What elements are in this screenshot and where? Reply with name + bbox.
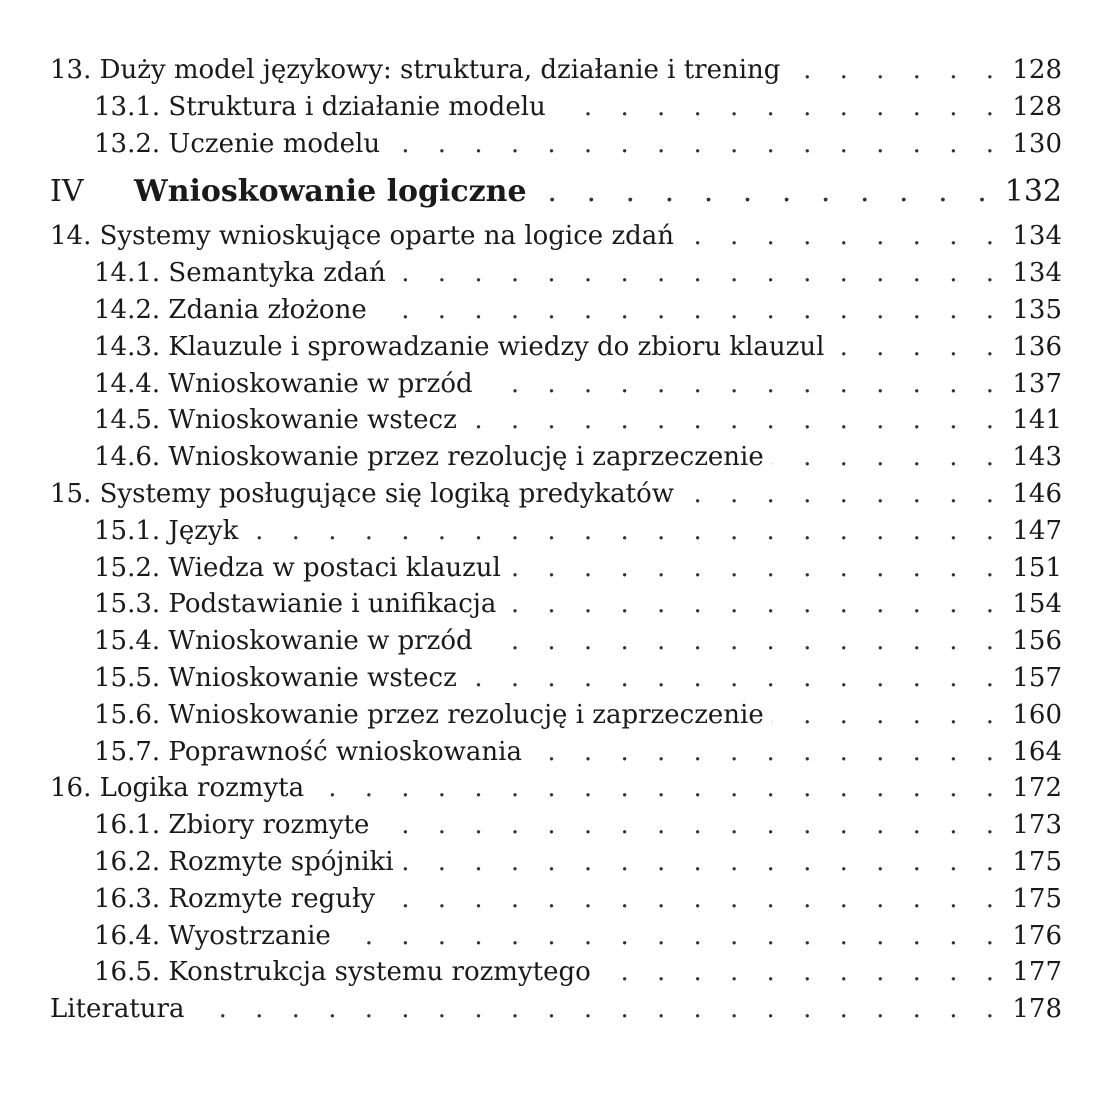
toc-entry-section-16-4[interactable] xyxy=(50,918,1062,955)
toc-part-title: Wnioskowanie logiczne xyxy=(134,174,527,210)
toc-entry-title: 15.5. Wnioskowanie wstecz xyxy=(94,662,457,693)
dot-leader xyxy=(339,918,1004,955)
toc-entry-page: 176 xyxy=(1012,920,1062,951)
toc-entry-section-16-2[interactable] xyxy=(50,844,1062,881)
toc-entry-title: 14.5. Wnioskowanie wstecz xyxy=(94,405,457,436)
toc-entry-title: 14.3. Klauzule i sprowadzanie wiedzy do zbioru klauzul xyxy=(94,331,825,362)
dot-leader xyxy=(465,660,1004,697)
toc-entry-page: 128 xyxy=(1012,55,1062,85)
toc-entry-section-14-5[interactable] xyxy=(50,402,1062,439)
dot-leader xyxy=(375,292,1004,329)
dot-leader xyxy=(312,770,1004,807)
dot-leader xyxy=(554,89,1004,126)
toc-entry-title: 16.4. Wyostrzanie xyxy=(94,920,331,951)
toc-entry-section-16-3[interactable] xyxy=(50,881,1062,918)
dot-leader xyxy=(402,844,1004,881)
toc-entry-page: 135 xyxy=(1012,294,1062,325)
toc-entry-title: 14.2. Zdania złożone xyxy=(94,294,367,325)
toc-part-number: IV xyxy=(50,174,84,210)
dot-leader xyxy=(509,550,1004,587)
toc-entry-title: 13. Duży model językowy: struktura, działanie i trening xyxy=(50,55,781,85)
toc-entry-page: 154 xyxy=(1012,589,1062,620)
toc-entry-title: 15.3. Podstawianie i unifikacja xyxy=(94,589,497,620)
toc-entry-page: 172 xyxy=(1012,773,1062,804)
toc-entry-page: 134 xyxy=(1012,221,1062,252)
toc-entry-chapter-16[interactable] xyxy=(50,770,1062,807)
toc-entry-page: 143 xyxy=(1012,442,1062,473)
toc-entry-title: 16.2. Rozmyte spójniki xyxy=(94,846,394,877)
toc-entry-page: 146 xyxy=(1012,478,1062,509)
toc-entry-chapter-14[interactable] xyxy=(50,218,1062,255)
toc-entry-section-15-3[interactable] xyxy=(50,586,1062,623)
toc-entry-section-15-2[interactable] xyxy=(50,550,1062,587)
toc-entry-title: 14.1. Semantyka zdań xyxy=(94,258,386,289)
toc-entry-title: 16.3. Rozmyte reguły xyxy=(94,883,376,914)
toc-entry-section-15-7[interactable] xyxy=(50,734,1062,771)
dot-leader xyxy=(388,126,1004,163)
toc-entry-page: 128 xyxy=(1012,91,1062,122)
dot-leader xyxy=(682,476,1004,513)
dot-leader xyxy=(246,513,1004,550)
dot-leader xyxy=(377,807,1004,844)
toc-entry-title: 13.1. Struktura i działanie modelu xyxy=(94,91,546,122)
toc-part-heading xyxy=(50,166,527,218)
dot-leader xyxy=(383,881,1004,918)
toc-entry-section-14-1[interactable] xyxy=(50,255,1062,292)
toc-entry-page: 151 xyxy=(1012,552,1062,583)
toc-entry-section-13-2[interactable] xyxy=(50,126,1062,163)
toc-entry-literatura[interactable] xyxy=(50,991,1062,1028)
toc-entry-title: 16.1. Zbiory rozmyte xyxy=(94,810,370,841)
toc-entry-page: 130 xyxy=(1012,128,1062,159)
toc-entry-section-14-4[interactable] xyxy=(50,366,1062,403)
toc-entry-section-13-1[interactable] xyxy=(50,89,1062,126)
dot-leader xyxy=(772,697,1004,734)
dot-leader xyxy=(394,255,1004,292)
toc-entry-page: 136 xyxy=(1012,331,1062,362)
toc-entry-title: 15.4. Wnioskowanie w przód xyxy=(94,626,473,657)
toc-entry-section-14-6[interactable] xyxy=(50,439,1062,476)
toc-entry-page: 173 xyxy=(1012,810,1062,841)
toc-entry-title: 16.5. Konstrukcja systemu rozmytego xyxy=(94,957,591,988)
dot-leader xyxy=(832,329,1004,366)
toc-entry-title: 13.2. Uczenie modelu xyxy=(94,128,381,159)
toc-entry-title: 14.4. Wnioskowanie w przód xyxy=(94,368,473,399)
toc-entry-title: 15.7. Poprawność wnioskowania xyxy=(94,736,522,767)
dot-leader xyxy=(682,218,1004,255)
toc-entry-section-15-6[interactable] xyxy=(50,697,1062,734)
toc-entry-page: 137 xyxy=(1012,368,1062,399)
toc-entry-part-4[interactable] xyxy=(50,162,1062,218)
toc-entry-section-14-3[interactable] xyxy=(50,329,1062,366)
toc-entry-page: 178 xyxy=(1012,994,1062,1025)
toc-entry-section-15-5[interactable] xyxy=(50,660,1062,697)
dot-leader xyxy=(788,52,1004,89)
toc-entry-page: 177 xyxy=(1012,957,1062,988)
toc-entry-section-15-4[interactable] xyxy=(50,623,1062,660)
toc-entry-page: 141 xyxy=(1012,405,1062,436)
dot-leader xyxy=(772,439,1004,476)
toc-entry-page: 157 xyxy=(1012,662,1062,693)
toc-entry-title: 15. Systemy posługujące się logiką predykatów xyxy=(50,478,675,509)
toc-entry-page: 164 xyxy=(1012,736,1062,767)
toc-entry-page: 160 xyxy=(1012,699,1062,730)
toc-entry-page: 134 xyxy=(1012,258,1062,289)
dot-leader xyxy=(465,402,1004,439)
toc-entry-chapter-13[interactable] xyxy=(50,52,1062,89)
table-of-contents xyxy=(50,52,1062,1028)
toc-entry-section-15-1[interactable] xyxy=(50,513,1062,550)
dot-leader xyxy=(535,166,997,218)
toc-entry-title: 16. Logika rozmyta xyxy=(50,773,305,804)
toc-entry-title: 15.2. Wiedza w postaci klauzul xyxy=(94,552,501,583)
toc-entry-chapter-15[interactable] xyxy=(50,476,1062,513)
toc-entry-section-16-1[interactable] xyxy=(50,807,1062,844)
toc-entry-page: 132 xyxy=(1004,174,1062,210)
toc-entry-page: 175 xyxy=(1012,846,1062,877)
dot-leader xyxy=(599,954,1004,991)
dot-leader xyxy=(504,586,1004,623)
dot-leader xyxy=(481,623,1004,660)
dot-leader xyxy=(192,991,1004,1028)
toc-entry-page: 147 xyxy=(1012,515,1062,546)
toc-entry-title: 15.1. Język xyxy=(94,515,239,546)
toc-entry-title: 15.6. Wnioskowanie przez rezolucję i zaprzeczenie xyxy=(94,699,764,730)
dot-leader xyxy=(530,734,1004,771)
dot-leader xyxy=(481,366,1004,403)
toc-entry-section-14-2[interactable] xyxy=(50,292,1062,329)
toc-entry-page: 156 xyxy=(1012,626,1062,657)
toc-entry-title: 14. Systemy wnioskujące oparte na logice zdań xyxy=(50,221,675,252)
toc-entry-title: Literatura xyxy=(50,994,185,1025)
toc-entry-title: 14.6. Wnioskowanie przez rezolucję i zaprzeczenie xyxy=(94,442,764,473)
toc-entry-section-16-5[interactable] xyxy=(50,954,1062,991)
toc-entry-page: 175 xyxy=(1012,883,1062,914)
